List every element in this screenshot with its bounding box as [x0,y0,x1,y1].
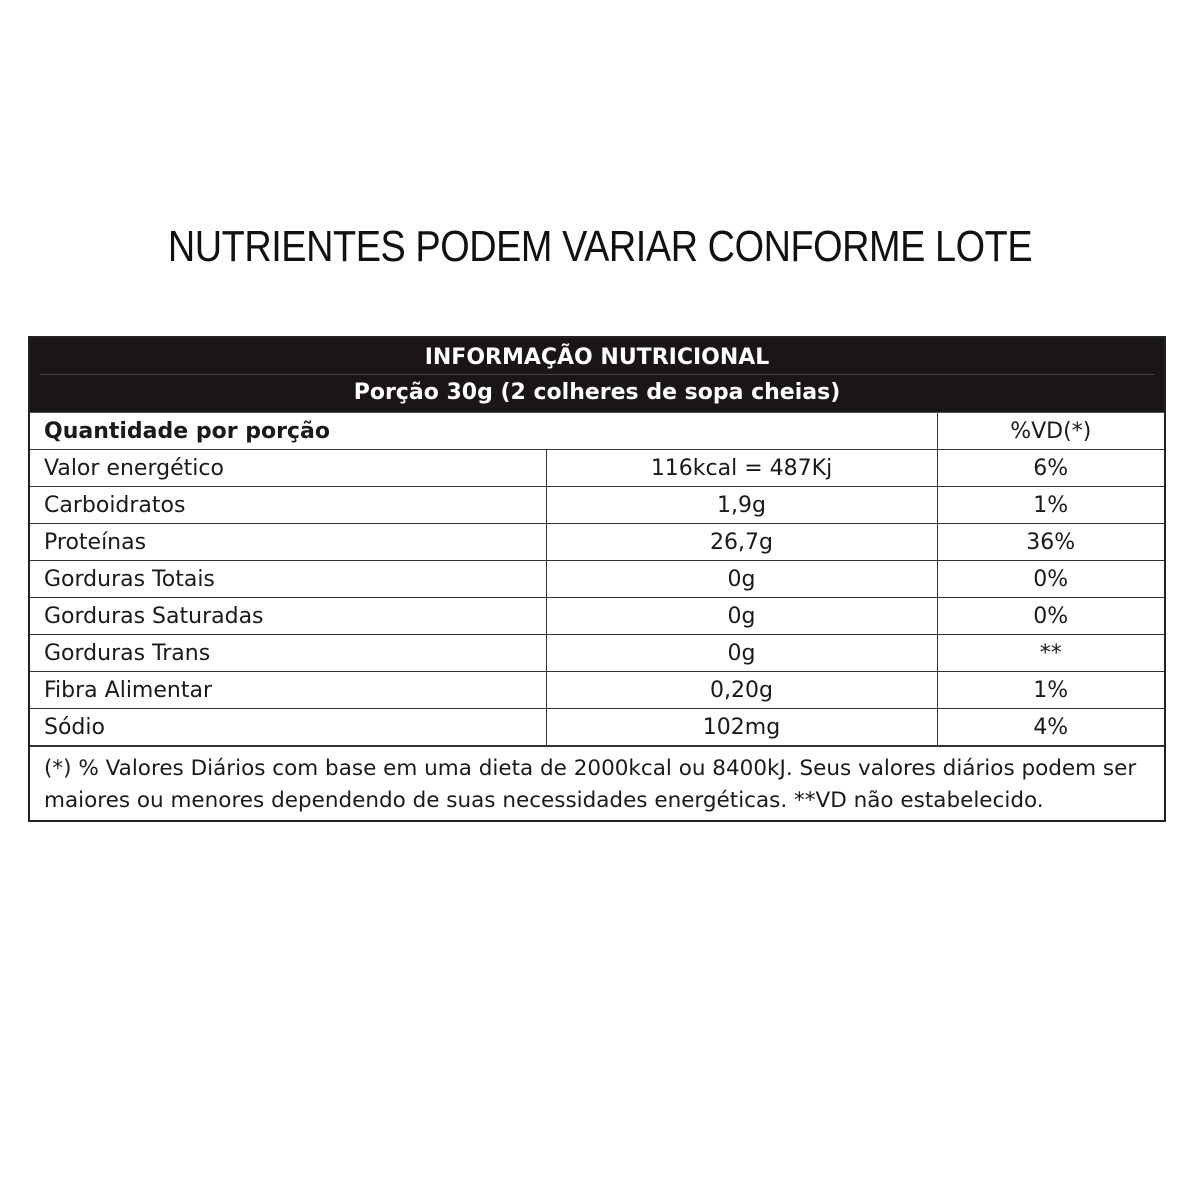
nutrient-amount: 0g [546,561,937,598]
nutrient-amount: 0,20g [546,672,937,709]
nutrient-amount: 1,9g [546,487,937,524]
table-row [30,709,1164,746]
table-row [30,487,1164,524]
nutrient-amount: 102mg [546,709,937,746]
table-row [30,635,1164,672]
nutrient-amount: 26,7g [546,524,937,561]
table-row [30,524,1164,561]
nutrient-dv: 4% [937,709,1164,746]
table-row [30,450,1164,487]
nutrient-amount: 0g [546,598,937,635]
label-header [30,338,1164,413]
nutrient-name: Proteínas [30,524,546,561]
nutrient-dv: 6% [937,450,1164,487]
table-row [30,561,1164,598]
nutrient-amount: 116kcal = 487Kj [546,450,937,487]
nutrient-amount: 0g [546,635,937,672]
nutrient-dv: 0% [937,561,1164,598]
label-title: INFORMAÇÃO NUTRICIONAL [40,338,1154,375]
nutrient-dv: 36% [937,524,1164,561]
serving-size: Porção 30g (2 colheres de sopa cheias) [353,380,841,405]
nutrition-facts-label [28,336,1166,822]
nutrient-dv: 1% [937,487,1164,524]
nutrient-name: Valor energético [30,450,546,487]
table-row [30,672,1164,709]
table-row [30,598,1164,635]
nutrient-name: Fibra Alimentar [30,672,546,709]
nutrient-name: Gorduras Trans [30,635,546,672]
column-header-row [30,413,1164,450]
dv-header: %VD(*) [937,413,1164,450]
quantity-header: Quantidade por porção [30,413,937,450]
nutrient-name: Gorduras Saturadas [30,598,546,635]
nutrient-dv: 0% [937,598,1164,635]
nutrient-dv: 1% [937,672,1164,709]
nutrient-name: Carboidratos [30,487,546,524]
nutrient-name: Sódio [30,709,546,746]
nutrient-name: Gorduras Totais [30,561,546,598]
nutrition-table [30,413,1164,746]
variation-notice: NUTRIENTES PODEM VARIAR CONFORME LOTE [167,222,1033,271]
footnote: (*) % Valores Diários com base em uma dieta de 2000kcal ou 8400kJ. Seus valores diários podem ser maiores ou menores dependendo de suas necessidades energéticas. **VD não estabelecido. [30,746,1164,820]
nutrient-dv: ** [937,635,1164,672]
